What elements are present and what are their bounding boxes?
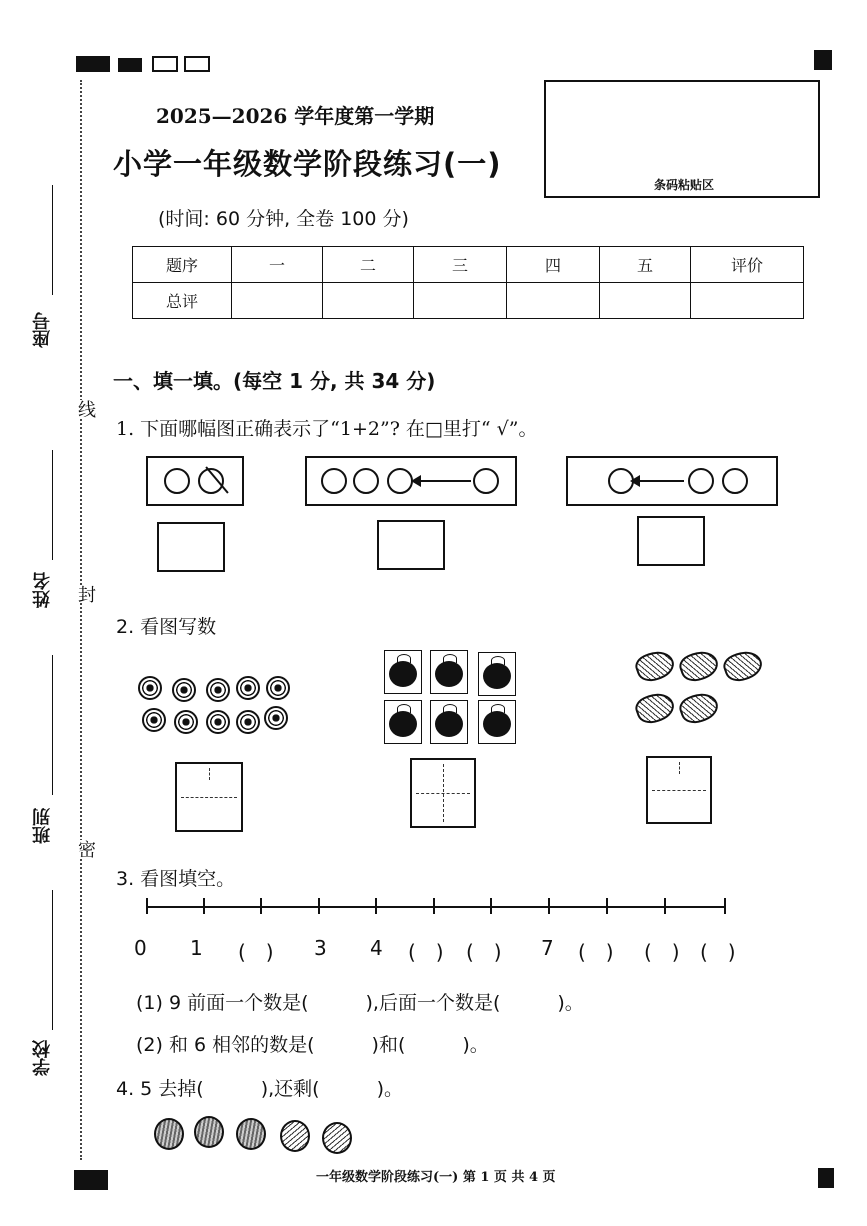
melon-icon — [194, 1116, 224, 1148]
corner-mark — [184, 56, 210, 72]
answer-box-b[interactable] — [377, 520, 445, 570]
name-label: 姓名 — [32, 572, 53, 608]
page-footer: 一年级数学阶段练习(一) 第 1 页 共 4 页 — [316, 1170, 556, 1185]
corner-mark — [74, 1170, 108, 1190]
page-title: 小学一年级数学阶段练习(一) — [113, 147, 502, 181]
circle-icon — [353, 468, 379, 494]
score-table — [132, 246, 804, 319]
ball-icon — [142, 708, 166, 732]
tomato-icon — [478, 652, 516, 696]
tick-mark — [548, 898, 550, 914]
blank-label[interactable]: ( ) — [238, 940, 274, 964]
binding-dotted-line — [80, 80, 82, 1160]
tick-mark — [375, 898, 377, 914]
number-label: 1 — [190, 936, 203, 960]
score-cell[interactable] — [507, 283, 600, 319]
question-2: 2. 看图写数 — [116, 616, 217, 638]
blank-label[interactable]: ( ) — [466, 940, 502, 964]
number-label: 0 — [134, 936, 147, 960]
ball-icon — [138, 676, 162, 700]
tick-mark — [146, 898, 148, 914]
cabbage-icon — [632, 688, 677, 727]
score-header: 五 — [600, 247, 691, 283]
barcode-label: 条码粘贴区 — [654, 178, 715, 192]
seal-char-secret: 密 — [72, 840, 98, 858]
score-header: 三 — [414, 247, 507, 283]
picture-option-a — [146, 456, 244, 506]
ball-icon — [266, 676, 290, 700]
circle-icon — [321, 468, 347, 494]
number-line — [146, 906, 726, 908]
tomato-icon — [384, 650, 422, 694]
tick-mark — [433, 898, 435, 914]
ball-icon — [206, 678, 230, 702]
score-header: 四 — [507, 247, 600, 283]
question-4: 4. 5 去掉( ),还剩( )。 — [116, 1078, 403, 1100]
melon-icon — [154, 1118, 184, 1150]
question-3-2: (2) 和 6 相邻的数是( )和( )。 — [136, 1034, 489, 1056]
barcode-area — [544, 80, 820, 198]
arrow-head-icon — [630, 475, 640, 487]
score-cell[interactable] — [414, 283, 507, 319]
ball-icon — [236, 676, 260, 700]
number-label: 4 — [370, 936, 383, 960]
corner-mark — [818, 1168, 834, 1188]
score-header: 二 — [323, 247, 414, 283]
seat-label: 座号 — [32, 312, 53, 348]
ball-group — [138, 676, 298, 740]
cabbage-icon — [720, 646, 765, 685]
school-label: 学校 — [32, 1040, 53, 1076]
tomato-icon — [430, 650, 468, 694]
melon-slice-icon — [280, 1120, 310, 1152]
number-label: 7 — [541, 936, 554, 960]
tick-mark — [490, 898, 492, 914]
score-header: 题序 — [133, 247, 232, 283]
melon-slice-icon — [322, 1122, 352, 1154]
ball-icon — [174, 710, 198, 734]
tick-mark — [664, 898, 666, 914]
school-year: 2025—2026 学年度第一学期 — [156, 104, 435, 128]
score-header: 评价 — [691, 247, 804, 283]
writing-grid[interactable] — [646, 756, 712, 824]
seat-field-line — [52, 185, 53, 295]
tick-mark — [606, 898, 608, 914]
circle-icon — [164, 468, 190, 494]
circle-icon — [722, 468, 748, 494]
class-label: 班别 — [32, 808, 53, 844]
school-field-line — [52, 890, 53, 1030]
picture-option-c — [566, 456, 778, 506]
blank-label[interactable]: ( ) — [644, 940, 680, 964]
tick-mark — [724, 898, 726, 914]
score-cell[interactable] — [323, 283, 414, 319]
tomato-icon — [384, 700, 422, 744]
tomato-icon — [478, 700, 516, 744]
cabbage-icon — [676, 688, 721, 727]
cabbage-group — [634, 648, 764, 728]
question-3: 3. 看图填空。 — [116, 868, 236, 890]
corner-mark — [152, 56, 178, 72]
tomato-group — [384, 650, 524, 746]
seal-char-seal: 封 — [72, 585, 98, 603]
arrow-line — [415, 480, 471, 482]
blank-label[interactable]: ( ) — [578, 940, 614, 964]
question-3-1: (1) 9 前面一个数是( ),后面一个数是( )。 — [136, 992, 584, 1014]
cabbage-icon — [676, 646, 721, 685]
score-header: 一 — [232, 247, 323, 283]
tick-mark — [318, 898, 320, 914]
time-info: (时间: 60 分钟, 全卷 100 分) — [158, 208, 409, 230]
circle-icon — [473, 468, 499, 494]
score-cell[interactable] — [691, 283, 804, 319]
section-title: 一、填一填。(每空 1 分, 共 34 分) — [113, 369, 436, 393]
ball-icon — [172, 678, 196, 702]
circle-icon — [688, 468, 714, 494]
score-row-label: 总评 — [133, 283, 232, 319]
name-field-line — [52, 450, 53, 560]
answer-box-c[interactable] — [637, 516, 705, 566]
writing-grid[interactable] — [410, 758, 476, 828]
melon-icon — [236, 1118, 266, 1150]
number-label: 3 — [314, 936, 327, 960]
ball-icon — [206, 710, 230, 734]
score-cell[interactable] — [232, 283, 323, 319]
circle-icon — [387, 468, 413, 494]
blank-label[interactable]: ( ) — [408, 940, 444, 964]
cabbage-icon — [632, 646, 677, 685]
corner-mark — [118, 58, 142, 72]
corner-mark — [814, 50, 832, 70]
ball-icon — [236, 710, 260, 734]
ball-icon — [264, 706, 288, 730]
score-cell[interactable] — [600, 283, 691, 319]
tick-mark — [260, 898, 262, 914]
arrow-head-icon — [411, 475, 421, 487]
question-1: 1. 下面哪幅图正确表示了“1+2”? 在□里打“ √”。 — [116, 418, 538, 440]
tick-mark — [203, 898, 205, 914]
writing-grid[interactable] — [175, 762, 243, 832]
tomato-icon — [430, 700, 468, 744]
class-field-line — [52, 655, 53, 795]
seal-char-line: 线 — [72, 400, 98, 418]
corner-mark — [76, 56, 110, 72]
blank-label[interactable]: ( ) — [700, 940, 736, 964]
arrow-line — [634, 480, 684, 482]
answer-box-a[interactable] — [157, 522, 225, 572]
picture-option-b — [305, 456, 517, 506]
